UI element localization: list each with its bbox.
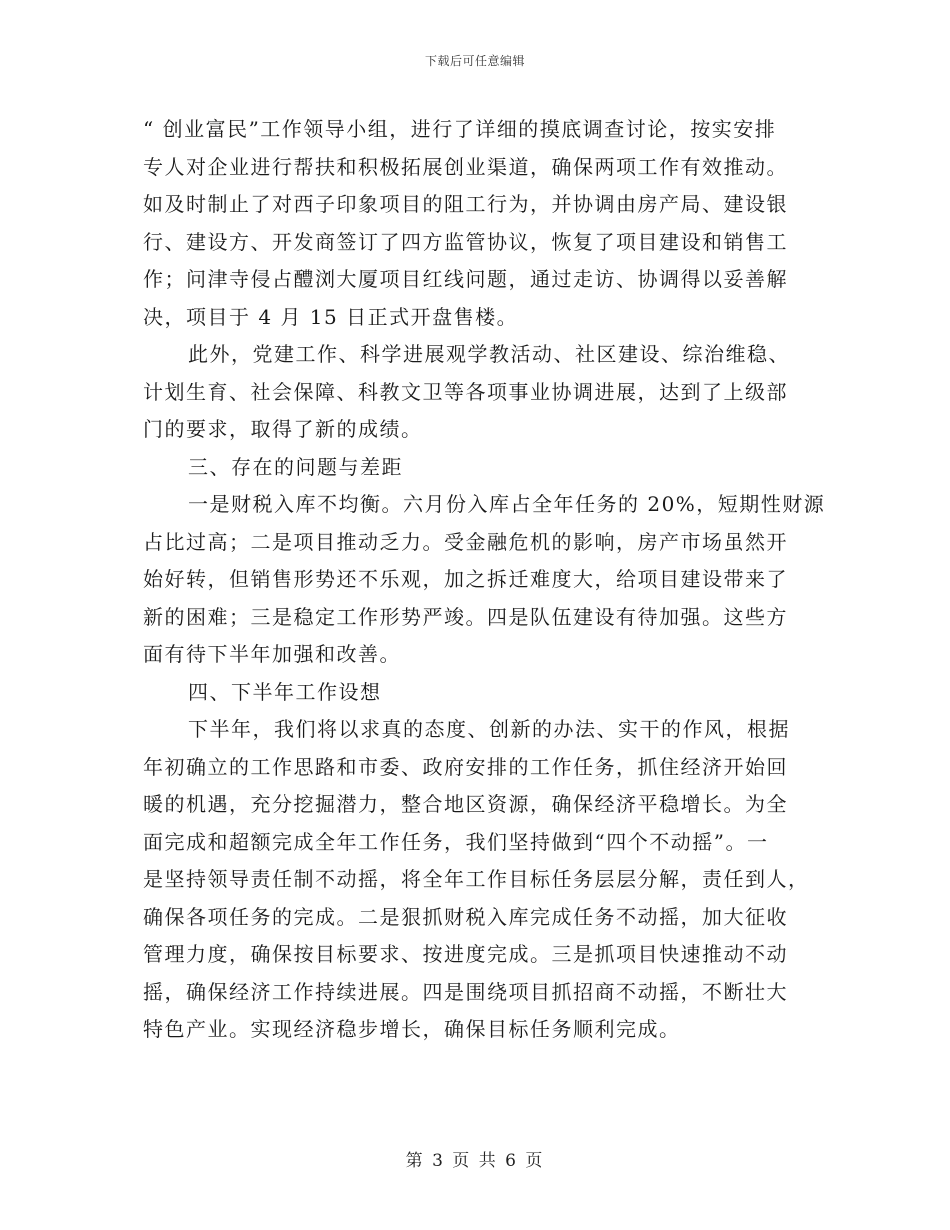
paragraph-3-line-1: 一是财税入库不均衡。六月份入库占全年任务的 20%，短期性财源 bbox=[188, 492, 826, 516]
paragraph-3-line-5: 面有待下半年加强和改善。 bbox=[143, 642, 401, 666]
paragraph-4-line-1: 下半年，我们将以求真的态度、创新的办法、实干的作风，根据 bbox=[188, 717, 790, 741]
paragraph-1-line-1: “ 创业富民”工作领导小组，进行了详细的摸底调查讨论，按实安排 bbox=[143, 117, 777, 141]
paragraph-1-line-2: 专人对企业进行帮扶和积极拓展创业渠道，确保两项工作有效推动。 bbox=[143, 154, 788, 179]
paragraph-4-line-2: 年初确立的工作思路和市委、政府安排的工作任务，抓住经济开始回 bbox=[143, 754, 788, 779]
page-footer: 第 3 页 共 6 页 bbox=[405, 1151, 545, 1171]
section-heading-problems: 三、存在的问题与差距 bbox=[188, 454, 403, 479]
paragraph-4-line-9: 特色产业。实现经济稳步增长，确保目标任务顺利完成。 bbox=[143, 1017, 681, 1041]
paragraph-1-line-5: 作；问津寺侵占醴浏大厦项目红线问题，通过走访、协调得以妥善解 bbox=[143, 267, 788, 291]
paragraph-1-line-3: 如及时制止了对西子印象项目的阻工行为，并协调由房产局、建设银 bbox=[143, 192, 788, 216]
paragraph-2-line-3: 门的要求，取得了新的成绩。 bbox=[143, 417, 423, 441]
paragraph-3-line-2: 占比过高；二是项目推动乏力。受金融危机的影响，房产市场虽然开 bbox=[143, 529, 788, 554]
paragraph-2-line-1: 此外，党建工作、科学进展观学教活动、社区建设、综治维稳、 bbox=[188, 342, 790, 366]
paragraph-2-line-2: 计划生育、社会保障、科教文卫等各项事业协调进展，达到了上级部 bbox=[143, 379, 788, 404]
paragraph-3-line-4: 新的困难；三是稳定工作形势严竣。四是队伍建设有待加强。这些方 bbox=[143, 604, 788, 629]
paragraph-4-line-8: 摇，确保经济工作持续进展。四是围绕项目抓招商不动摇，不断壮大 bbox=[143, 979, 788, 1004]
paragraph-4-line-5: 是坚持领导责任制不动摇，将全年工作目标任务层层分解，责任到人， bbox=[143, 867, 810, 891]
document-body bbox=[143, 111, 826, 1049]
paragraph-1-line-6: 决，项目于 4 月 15 日正式开盘售楼。 bbox=[143, 304, 519, 329]
paragraph-4-line-3: 暖的机遇，充分挖掘潜力，整合地区资源，确保经济平稳增长。为全 bbox=[143, 792, 788, 816]
paragraph-3-line-3: 始好转，但销售形势还不乐观，加之拆迁难度大，给项目建设带来了 bbox=[143, 567, 788, 591]
page-header: 下载后可任意编辑 bbox=[424, 54, 525, 68]
paragraph-1-line-4: 行、建设方、开发商签订了四方监管协议，恢复了项目建设和销售工 bbox=[143, 229, 788, 254]
section-heading-plans: 四、下半年工作设想 bbox=[188, 679, 382, 704]
paragraph-4-line-4: 面完成和超额完成全年工作任务，我们坚持做到“四个不动摇”。一 bbox=[143, 829, 769, 854]
paragraph-4-line-7: 管理力度，确保按目标要求、按进度完成。三是抓项目快速推动不动 bbox=[143, 942, 788, 966]
paragraph-4-line-6: 确保各项任务的完成。二是狠抓财税入库完成任务不动摇，加大征收 bbox=[143, 904, 788, 929]
